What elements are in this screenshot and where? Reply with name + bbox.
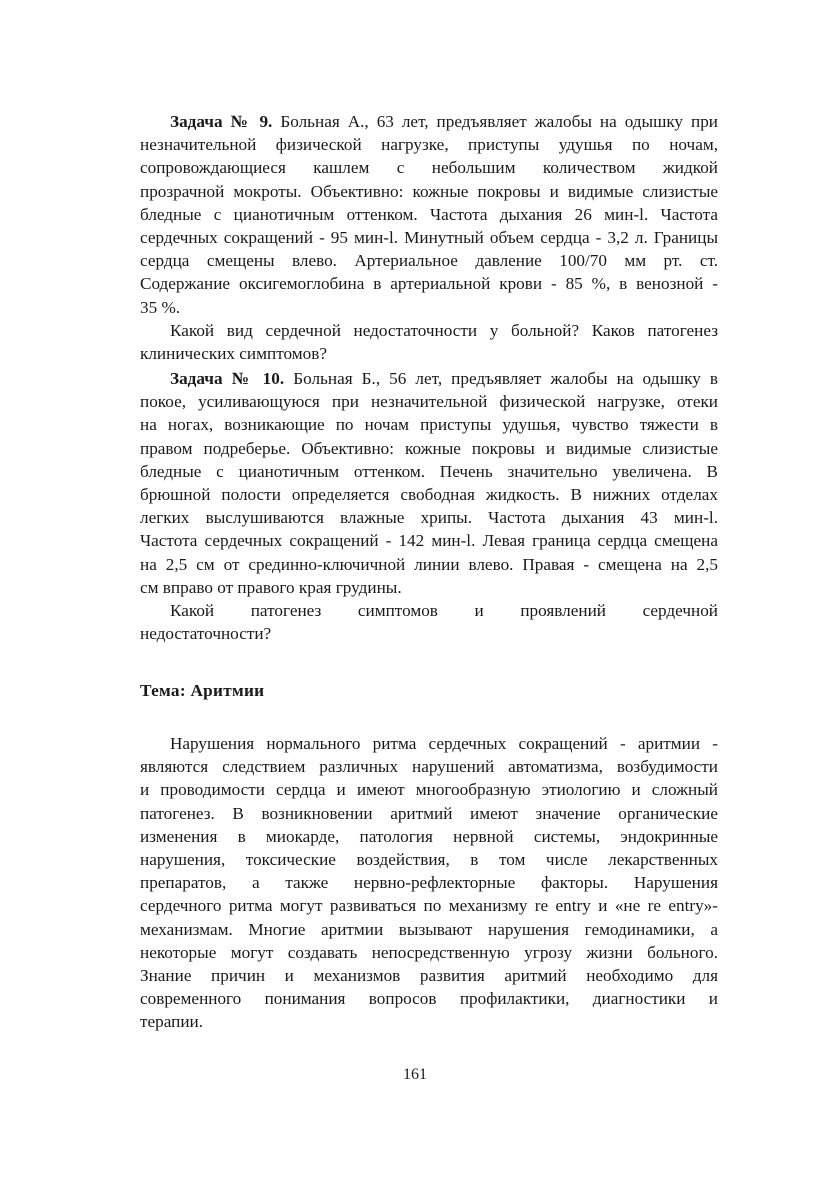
- topic-line-8: сердечного ритма могут развиваться по механизму re entry и «не re entry»-: [140, 896, 718, 916]
- topic-heading: Тема: Аритмии: [140, 681, 265, 700]
- task-10-line-9: на 2,5 см от срединно-ключичной линии влево. Правая - смещена на 2,5: [140, 554, 718, 574]
- task-9-question-2: клинических симптомов?: [140, 343, 327, 363]
- topic-line-5: изменения в миокарде, патология нервной системы, эндокринные: [140, 826, 718, 846]
- task-10-line-1: Задача № 10. Больная Б., 56 лет, предъявляет жалобы на одышку в: [170, 369, 719, 388]
- task-9-label: Задача № 9.: [170, 112, 273, 131]
- topic-line-11: Знание причин и механизмов развития аритмий необходимо для: [140, 965, 718, 985]
- task-9-line-7: сердца смещены влево. Артериальное давление 100/70 мм рт. ст.: [140, 251, 718, 271]
- task-9-line-8: Содержание оксигемоглобина в артериальной крови - 85 %, в венозной -: [140, 274, 718, 294]
- topic-line-4: патогенез. В возникновении аритмий имеют значение органические: [140, 803, 718, 823]
- task-10-line-4: правом подреберье. Объективно: кожные покровы и видимые слизистые: [140, 438, 718, 458]
- topic-line-1: Нарушения нормального ритма сердечных сокращений - аритмии -: [170, 734, 718, 753]
- task-10-label: Задача № 10.: [170, 369, 285, 388]
- task-10: [140, 367, 718, 645]
- task-9-line-4: прозрачной мокроты. Объективно: кожные покровы и видимые слизистые: [140, 181, 718, 201]
- task-9-question-1: Какой вид сердечной недостаточности у больной? Каков патогенез: [170, 320, 718, 340]
- task-10-line-7: легких выслушиваются влажные хрипы. Частота дыхания 43 мин-l.: [140, 508, 718, 528]
- topic-line-13: терапии.: [140, 1012, 204, 1032]
- task-9-line-1: Задача № 9. Больная А., 63 лет, предъявляет жалобы на одышку при: [170, 112, 718, 131]
- task-10-line-2: покое, усиливающуюся при незначительной физической нагрузке, отеки: [140, 392, 718, 412]
- topic-line-9: механизмам. Многие аритмии вызывают нарушения гемодинамики, а: [140, 919, 718, 939]
- task-10-question-1: Какой патогенез симптомов и проявлений сердечной: [170, 600, 718, 620]
- page-number: 161: [403, 1066, 427, 1083]
- topic-line-7: препаратов, а также нервно-рефлекторные факторы. Нарушения: [140, 873, 718, 893]
- topic-line-2: являются следствием различных нарушений автоматизма, возбудимости: [140, 757, 718, 777]
- topic-line-12: современного понимания вопросов профилактики, диагностики и: [140, 989, 718, 1009]
- topic-paragraph: [140, 732, 718, 1033]
- task-10-line-8: Частота сердечных сокращений - 142 мин-l. Левая граница сердца смещена: [140, 531, 718, 551]
- task-10-line-10: см вправо от правого края грудины.: [140, 577, 402, 597]
- task-9: [140, 110, 718, 365]
- topic-line-3: и проводимости сердца и имеют многообразную этиологию и сложный: [140, 780, 718, 800]
- topic-line-6: нарушения, токсические воздействия, в том числе лекарственных: [140, 849, 718, 869]
- task-10-line-3: на ногах, возникающие по ночам приступы удушья, чувство тяжести в: [140, 415, 718, 435]
- task-9-line-2: незначительной физической нагрузке, приступы удушья по ночам,: [140, 135, 718, 155]
- topic-line-10: некоторые могут создавать непосредственную угрозу жизни больного.: [140, 942, 718, 962]
- task-10-line-6: брюшной полости определяется свободная жидкость. В нижних отделах: [140, 484, 718, 504]
- task-9-line-6: сердечных сокращений - 95 мин-l. Минутный объем сердца - 3,2 л. Границы: [140, 227, 718, 247]
- task-9-line-9: 35 %.: [140, 297, 181, 317]
- task-10-question-2: недостаточности?: [140, 624, 272, 644]
- task-10-line-5: бледные с цианотичным оттенком. Печень значительно увеличена. В: [140, 461, 718, 481]
- task-9-line-5: бледные с цианотичным оттенком. Частота дыхания 26 мин-l. Частота: [140, 204, 718, 224]
- task-9-line-3: сопровождающиеся кашлем с небольшим количеством жидкой: [140, 158, 718, 178]
